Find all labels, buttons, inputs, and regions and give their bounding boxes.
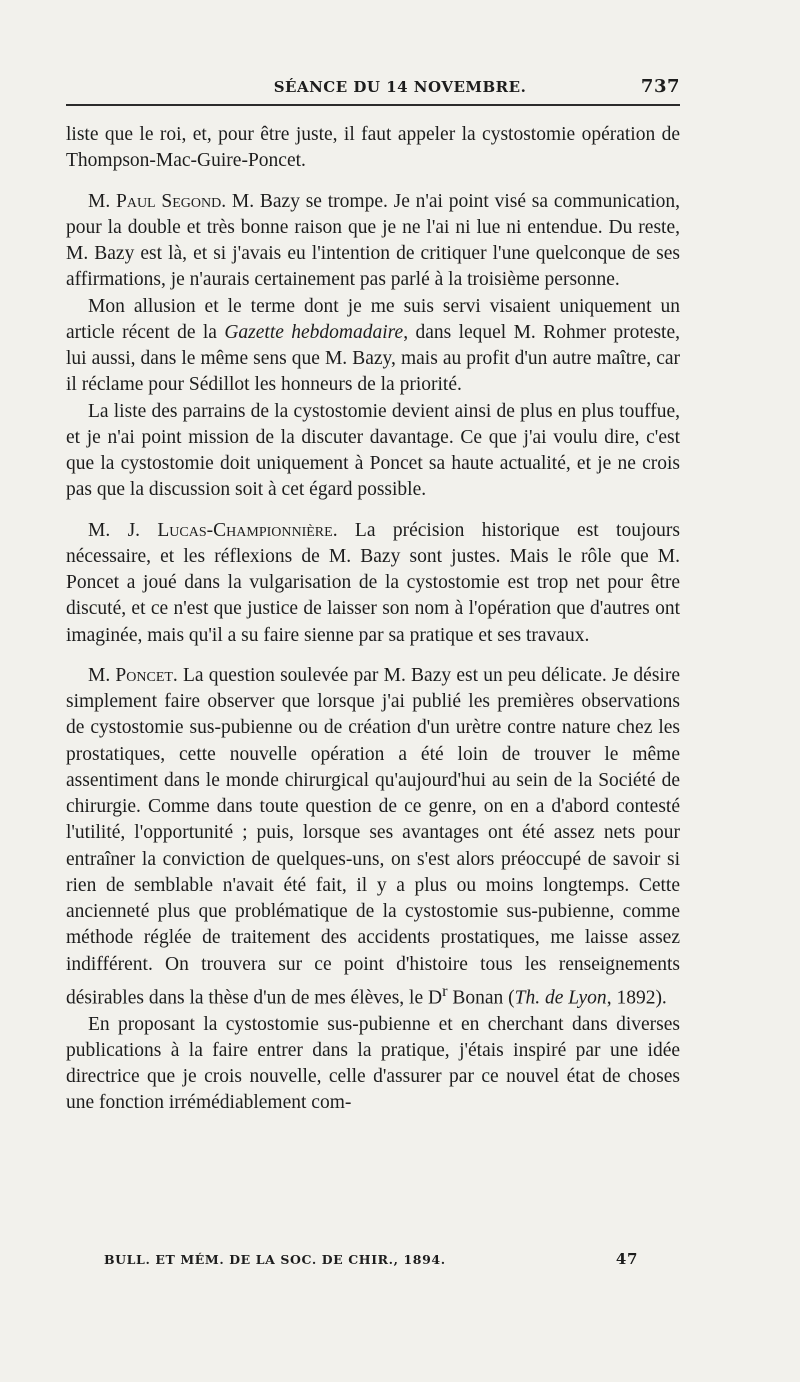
journal-title: Gazette hebdomadaire xyxy=(224,321,404,343)
running-title: SÉANCE DU 14 NOVEMBRE. xyxy=(273,78,527,96)
speaker-name: M. J. Lucas-Championnière. xyxy=(88,519,338,541)
paragraph-continuation xyxy=(66,122,680,175)
paragraph-allusion xyxy=(66,294,680,399)
speaker-name: M. Paul Segond. xyxy=(88,190,227,212)
paragraph-text: En proposant la cystostomie sus-pubienne et en cherchant dans diverses publications à la faire entrer dans la pratique, j'étais inspiré par une idée directrice que je crois nouvelle, celle d'assurer par ce nouvel état de choses une fonction irrémédiablement com- xyxy=(66,1013,680,1114)
journal-signature: BULL. ET MÉM. DE LA SOC. DE CHIR., 1894. xyxy=(104,1252,446,1267)
body-text xyxy=(66,122,680,1117)
paragraph-lucas-championniere xyxy=(66,518,680,649)
sheet-number: 47 xyxy=(615,1250,638,1268)
paragraph-text: La question soulevée par M. Bazy est un peu délicate. Je désire simplement faire observer que lorsque j'ai publié les premières observations de cystostomie sus-pubienne ou de création d'un urètre contre nature chez les prostatiques, cette nouvelle opération a été loin de trouver le même assentiment dans le monde chirurgical qu'aujourd'hui au sein de la Société de chirurgie. Comme dans toute question de ce genre, on en a d'abord contesté l'utilité, l'opportunité ; puis, lorsque ses avantages ont été assez nets pour entraîner la conviction de quelques-uns, on s'est alors préoccupé de savoir si rien de semblable n'avait été fait, il y a plus ou moins longtemps. Cette ancienneté plus que problématique de la cystostomie sus-pubienne, comme méthode réglée de traitement des accidents prostatiques, me laisse assez indifférent. On trouvera sur ce point d'histoire tous les renseignements désirables dans la thèse d'un de mes élèves, le D xyxy=(66,664,680,1009)
running-head xyxy=(0,74,800,104)
paragraph-text: Mon allusion et le terme dont je me suis servi visaient uniquement un article récent de la xyxy=(66,295,680,343)
paragraph-poncet xyxy=(66,663,680,1012)
thesis-title: Th. de Lyon xyxy=(514,987,607,1009)
superscript: r xyxy=(442,981,448,1000)
speaker-name: M. Poncet. xyxy=(88,664,178,686)
page-footer xyxy=(104,1250,664,1274)
paragraph-text: La liste des parrains de la cystostomie devient ainsi de plus en plus touffue, et je n'ai point mission de la discuter davantage. Ce que j'ai voulu dire, c'est que la cystostomie doit uniquement à Poncet sa haute actualité, et je ne crois pas que la discussion soit à cet égard possible. xyxy=(66,400,680,501)
paragraph-text: Bonan ( xyxy=(447,987,515,1009)
paragraph-proposant xyxy=(66,1012,680,1117)
paragraph-text: , dans lequel M. Rohmer proteste, lui aussi, dans le même sens que M. Bazy, mais au profit d'un autre maître, car il réclame pour Sédillot les honneurs de la priorité. xyxy=(66,321,680,396)
paragraph-text: M. Bazy se trompe. Je n'ai point visé sa communication, pour la double et très bonne raison que je ne l'ai ni lue ni entendue. Du reste, M. Bazy est là, et si j'avais eu l'intention de critiquer l'une quelconque de ses affirmations, je n'aurais certainement pas parlé à la troisième personne. xyxy=(66,190,681,291)
paragraph-text: La précision historique est toujours nécessaire, et les réflexions de M. Bazy sont justes. Mais le rôle que M. Poncet a joué dans la vulgarisation de la cystostomie est trop net pour être discuté, et ce n'est que justice de laisser son nom à l'opération que d'autres ont imaginée, mais qu'il a su faire sienne par sa pratique et ses travaux. xyxy=(66,519,680,646)
paragraph-text: , 1892). xyxy=(606,987,667,1009)
header-rule xyxy=(66,104,680,106)
paragraph-parrains xyxy=(66,399,680,504)
page-number: 737 xyxy=(640,76,680,97)
paragraph-segond xyxy=(66,189,680,294)
paragraph-text: liste que le roi, et, pour être juste, il faut appeler la cystostomie opération de Thompson-Mac-Guire-Poncet. xyxy=(66,124,680,172)
